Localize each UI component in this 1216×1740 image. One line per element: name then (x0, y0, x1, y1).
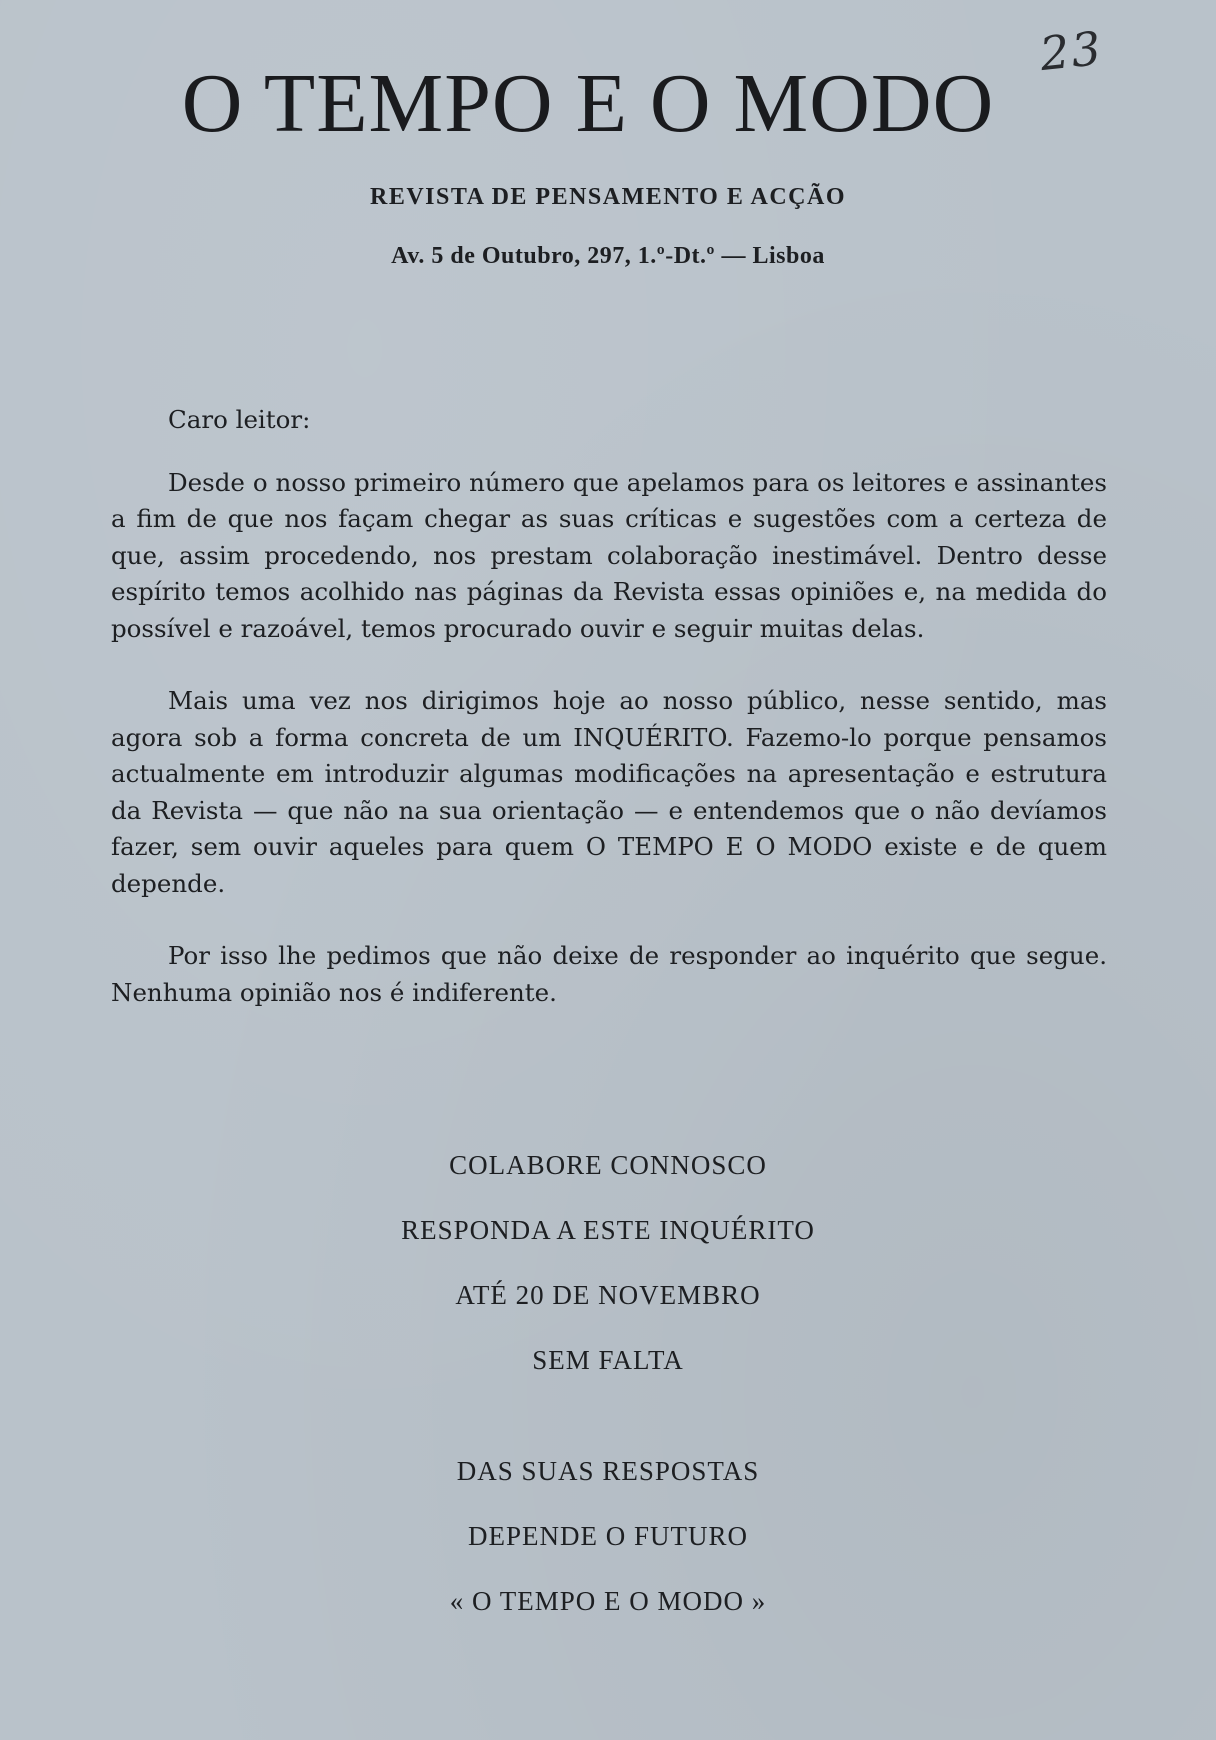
handwritten-page-number: 23 (1037, 20, 1106, 82)
masthead (0, 50, 1216, 270)
letter-salutation: Caro leitor: (168, 405, 311, 434)
appeal-line: SEM FALTA (532, 1345, 684, 1375)
magazine-title: O TEMPO E O MODO (181, 57, 995, 150)
letter-paragraph: Mais uma vez nos dirigimos hoje ao nosso público, nesse sentido, mas agora sob a forma concreta de um INQUÉRITO. Fazemo-lo porque pensamos actualmente em introduzir algumas modificações na apresentação e estrutura da Revista — que não na sua orientação — e entendemos que o não devíamos fazer, sem ouvir aqueles para quem O TEMPO E O MODO existe e de quem depende. (111, 686, 1107, 898)
letter-body (111, 402, 1107, 1047)
letter-paragraph: Desde o nosso primeiro número que apelamos para os leitores e assinantes a fim de que nos façam chegar as suas críticas e sugestões com a certeza de que, assim procedendo, nos prestam colaboração inestimável. Dentro desse espírito temos acolhido nas páginas da Revista essas opiniões e, na medida do possível e razoável, temos procurado ouvir e seguir muitas delas. (111, 467, 1107, 643)
appeal-line: ATÉ 20 DE NOVEMBRO (455, 1280, 761, 1310)
appeal-line: RESPONDA A ESTE INQUÉRITO (401, 1215, 815, 1245)
appeal-line: DAS SUAS RESPOSTAS (456, 1456, 760, 1486)
appeal-block (0, 1150, 1216, 1651)
magazine-subtitle: REVISTA DE PENSAMENTO E ACÇÃO (369, 184, 847, 210)
letter-paragraph: Por isso lhe pedimos que não deixe de responder ao inquérito que segue. Nenhuma opinião nos é indiferente. (111, 941, 1107, 1007)
appeal-line: DEPENDE O FUTURO (467, 1521, 748, 1551)
appeal-line: « O TEMPO E O MODO » (449, 1586, 767, 1616)
magazine-address: Av. 5 de Outubro, 297, 1.º-Dt.º — Lisboa (391, 243, 825, 269)
appeal-line: COLABORE CONNOSCO (449, 1150, 767, 1180)
